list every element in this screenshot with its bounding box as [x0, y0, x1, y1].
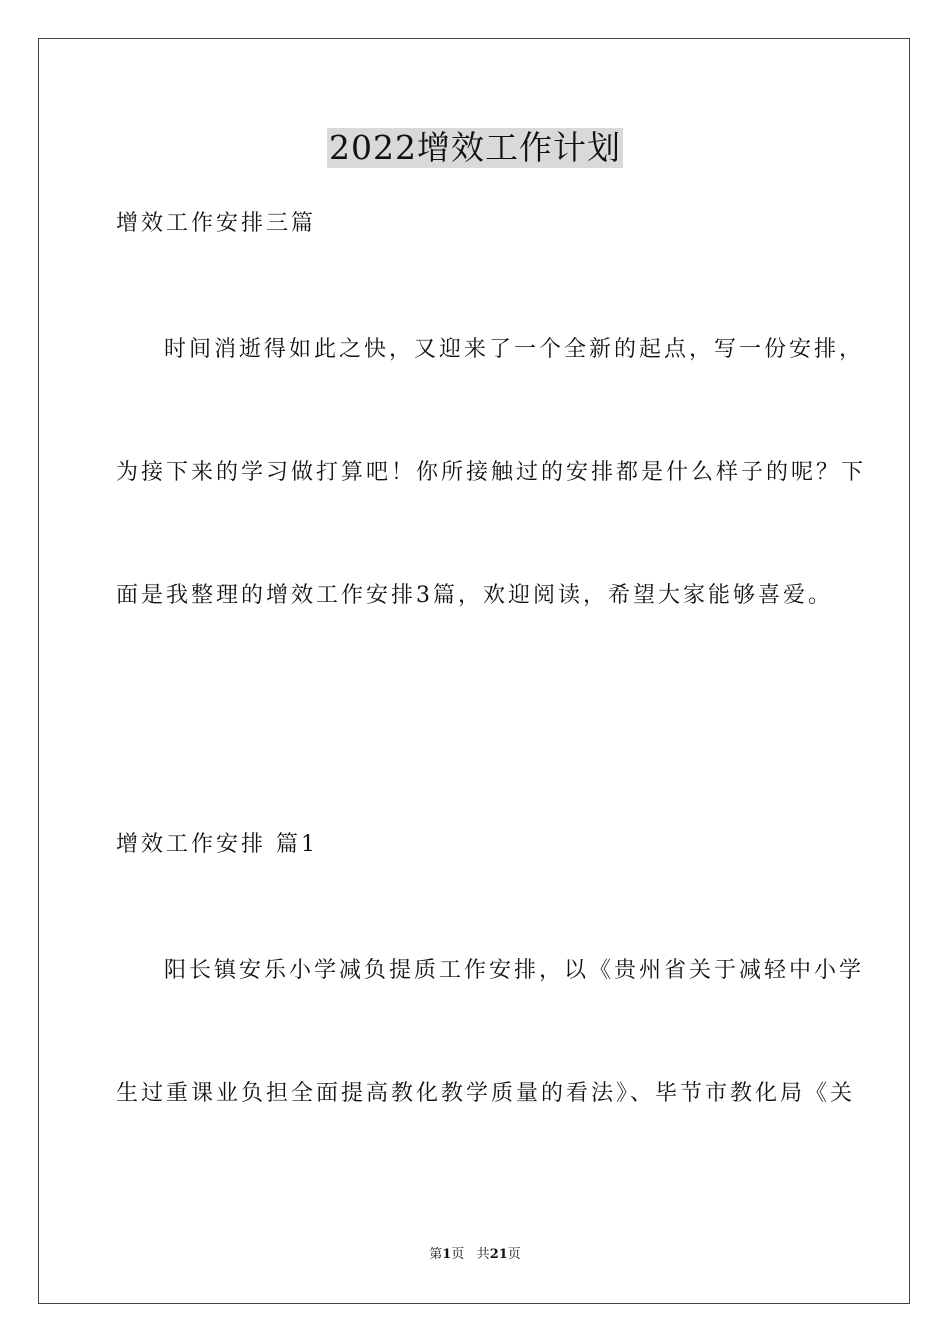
body-line-2: 生过重课业负担全面提高教化教学质量的看法》、毕节市教化局《关 [116, 1081, 856, 1106]
document-subtitle: 增效工作安排三篇 [116, 211, 317, 236]
document-title: 2022增效工作计划 [329, 128, 621, 167]
page-number: 1 [442, 1247, 452, 1262]
body-line-1: 阳长镇安乐小学减负提质工作安排，以《贵州省关于减轻中小学 [164, 958, 865, 983]
section-heading: 增效工作安排 篇1 [116, 832, 318, 857]
intro-line-3: 面是我整理的增效工作安排3篇，欢迎阅读，希望大家能够喜爱。 [116, 583, 833, 608]
page-footer [0, 1246, 950, 1264]
total-pages: 21 [489, 1247, 508, 1262]
page-suffix: 页 [451, 1247, 465, 1262]
title-container [0, 128, 950, 168]
total-prefix: 共 [476, 1247, 490, 1262]
page-prefix: 第 [429, 1247, 443, 1262]
intro-line-1: 时间消逝得如此之快，又迎来了一个全新的起点，写一份安排， [164, 337, 865, 362]
total-suffix: 页 [507, 1247, 521, 1262]
intro-line-2: 为接下来的学习做打算吧！你所接触过的安排都是什么样子的呢？下 [116, 460, 867, 485]
